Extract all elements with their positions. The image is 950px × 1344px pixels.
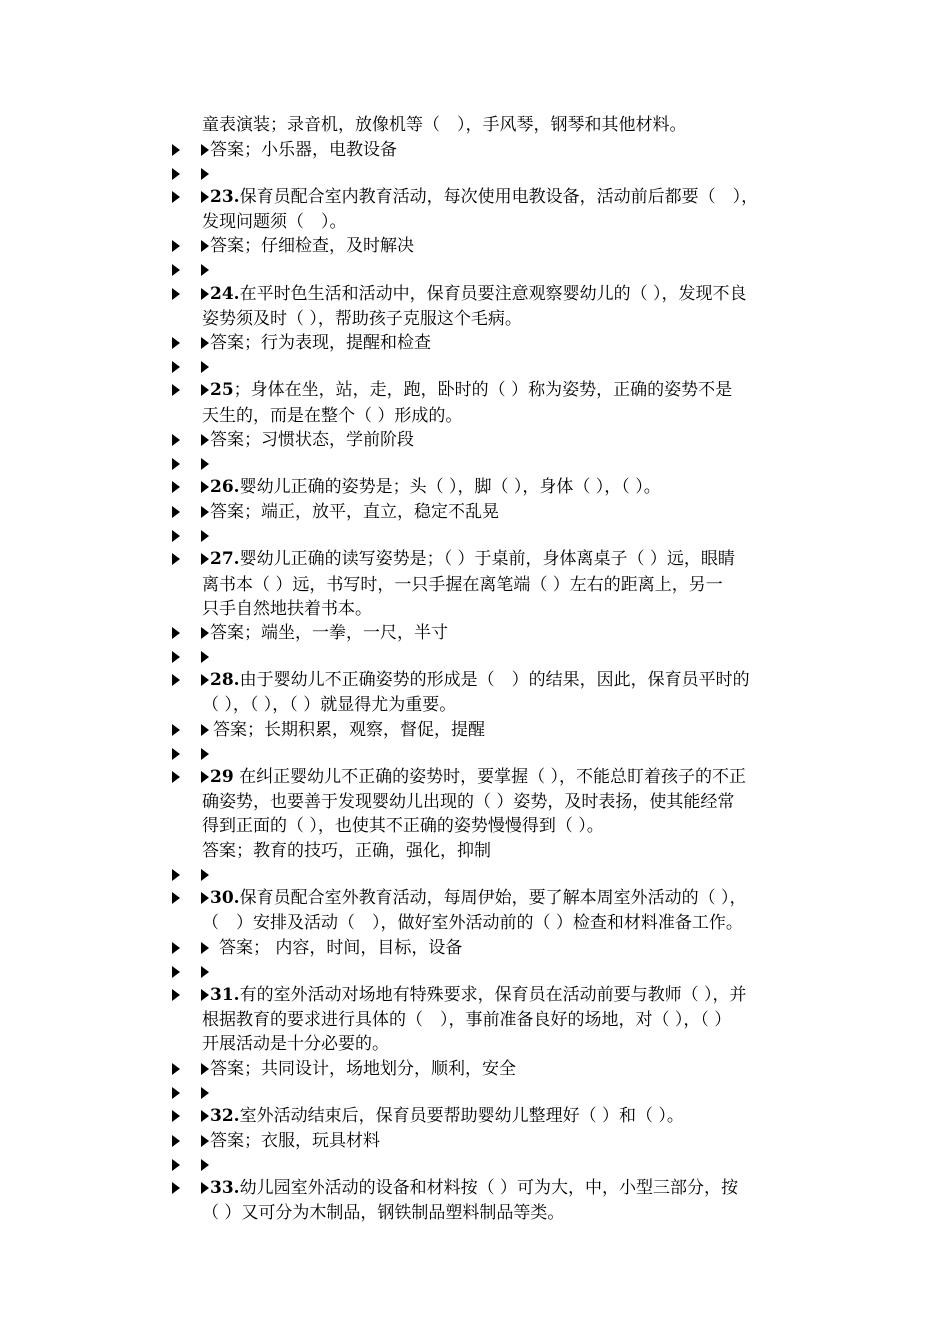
line-text bbox=[202, 113, 687, 137]
bullet-arrow-icon bbox=[172, 264, 180, 276]
bullet-arrow-icon bbox=[201, 288, 209, 300]
line-content: 婴幼儿正确的读写姿势是；（ ）于桌前，身体离桌子（ ）远，眼睛 bbox=[239, 549, 735, 569]
bullet-arrow-icon bbox=[172, 771, 180, 783]
bullet-arrow-icon bbox=[172, 434, 180, 446]
bullet-arrow-icon bbox=[201, 651, 209, 663]
bullet-arrow-icon bbox=[172, 144, 180, 156]
line-text bbox=[210, 185, 758, 209]
bullet-arrow-icon bbox=[172, 651, 180, 663]
line-text bbox=[202, 693, 456, 717]
bullet-arrow-icon bbox=[201, 337, 209, 349]
line-content: 答案；习惯状态，学前阶段 bbox=[210, 430, 414, 450]
bullet-arrow-icon bbox=[172, 1063, 180, 1075]
bullet-arrow-icon bbox=[172, 989, 180, 1001]
bullet-arrow-icon bbox=[201, 168, 209, 180]
bullet-arrow-icon bbox=[172, 458, 180, 470]
bullet-arrow-icon bbox=[201, 869, 209, 881]
line-text bbox=[210, 983, 746, 1007]
line-text bbox=[202, 307, 522, 331]
bullet-arrow-icon bbox=[172, 481, 180, 493]
bullet-arrow-icon bbox=[201, 144, 209, 156]
line-content: 离书本（ ）远，书写时，一只手握在离笔端（ ）左右的距离上，另一 bbox=[202, 575, 723, 595]
line-text bbox=[202, 573, 723, 597]
line-text bbox=[202, 839, 491, 863]
line-content: 发现问题须（ ）。 bbox=[202, 212, 347, 232]
question-number: 24. bbox=[210, 284, 240, 304]
bullet-arrow-icon bbox=[201, 966, 209, 978]
bullet-arrow-icon bbox=[201, 724, 209, 736]
line-text bbox=[202, 911, 743, 935]
bullet-arrow-icon bbox=[172, 1110, 180, 1122]
bullet-arrow-icon bbox=[172, 1087, 180, 1099]
bullet-arrow-icon bbox=[201, 1110, 209, 1122]
line-text bbox=[210, 547, 735, 571]
line-content: 答案；行为表现，提醒和检查 bbox=[210, 333, 431, 353]
bullet-arrow-icon bbox=[201, 191, 209, 203]
line-text bbox=[202, 597, 372, 621]
question-number: 28. bbox=[210, 670, 240, 690]
line-content: 由于婴幼儿不正确姿势的形成是（ ）的结果，因此，保育员平时的 bbox=[239, 670, 750, 690]
line-text bbox=[213, 718, 485, 742]
bullet-arrow-icon bbox=[201, 1063, 209, 1075]
line-content: 童表演装；录音机，放像机等（ ），手风琴，钢琴和其他材料。 bbox=[202, 115, 687, 135]
bullet-arrow-icon bbox=[172, 553, 180, 565]
bullet-arrow-icon bbox=[201, 264, 209, 276]
line-content: （ ）安排及活动（ ），做好室外活动前的（ ）检查和材料准备工作。 bbox=[202, 913, 743, 933]
line-text bbox=[219, 936, 462, 960]
line-text bbox=[210, 475, 661, 499]
line-content: 答案；仔细检查，及时解决 bbox=[210, 236, 414, 256]
line-content: 天生的，而是在整个（ ）形成的。 bbox=[202, 406, 463, 426]
bullet-arrow-icon bbox=[172, 748, 180, 760]
line-text bbox=[210, 378, 732, 402]
line-content: 答案； 内容，时间，目标，设备 bbox=[219, 938, 463, 958]
line-content: 婴幼儿正确的姿势是；头（ ），脚（ ），身体（ ），（ ）。 bbox=[239, 477, 661, 497]
bullet-arrow-icon bbox=[201, 506, 209, 518]
bullet-arrow-icon bbox=[172, 966, 180, 978]
question-number: 32. bbox=[210, 1106, 240, 1126]
bullet-arrow-icon bbox=[172, 337, 180, 349]
bullet-arrow-icon bbox=[201, 771, 209, 783]
bullet-arrow-icon bbox=[201, 1159, 209, 1171]
bullet-arrow-icon bbox=[172, 506, 180, 518]
bullet-arrow-icon bbox=[172, 674, 180, 686]
line-text bbox=[210, 234, 414, 258]
line-text bbox=[210, 621, 448, 645]
bullet-arrow-icon bbox=[172, 191, 180, 203]
line-content: 保育员配合室外教育活动，每周伊始，要了解本周室外活动的（ ）， bbox=[239, 888, 747, 908]
bullet-arrow-icon bbox=[201, 892, 209, 904]
bullet-arrow-icon bbox=[172, 724, 180, 736]
line-content: 有的室外活动对场地有特殊要求，保育员在活动前要与教师（ ），并 bbox=[239, 985, 747, 1005]
question-number: 31. bbox=[210, 985, 240, 1005]
question-number: 33. bbox=[210, 1178, 240, 1198]
bullet-arrow-icon bbox=[201, 989, 209, 1001]
line-content: 得到正面的（ ），也使其不正确的姿势慢慢得到（ ）。 bbox=[202, 816, 604, 836]
line-content: 姿势须及时（ ），帮助孩子克服这个毛病。 bbox=[202, 309, 522, 329]
bullet-arrow-icon bbox=[201, 553, 209, 565]
bullet-arrow-icon bbox=[201, 627, 209, 639]
bullet-arrow-icon bbox=[172, 168, 180, 180]
bullet-arrow-icon bbox=[201, 674, 209, 686]
line-content: 答案；衣服，玩具材料 bbox=[210, 1131, 380, 1151]
line-text bbox=[210, 331, 431, 355]
line-content: 只手自然地扶着书本。 bbox=[202, 599, 372, 619]
line-text bbox=[210, 1129, 380, 1153]
bullet-arrow-icon bbox=[172, 1182, 180, 1194]
line-text bbox=[202, 210, 347, 234]
bullet-arrow-icon bbox=[201, 942, 209, 954]
line-content: 答案；端正，放平，直立，稳定不乱晃 bbox=[210, 502, 499, 522]
line-content: （ ）又可分为木制品，钢铁制品塑料制品等类。 bbox=[202, 1203, 565, 1223]
bullet-arrow-icon bbox=[201, 1135, 209, 1147]
bullet-arrow-icon bbox=[172, 530, 180, 542]
line-text bbox=[210, 138, 397, 162]
line-text bbox=[210, 500, 499, 524]
line-text bbox=[210, 282, 746, 306]
line-content: 答案；教育的技巧，正确，强化，抑制 bbox=[202, 841, 491, 861]
line-content: （ ），（ ），（ ）就显得尤为重要。 bbox=[202, 695, 457, 715]
bullet-arrow-icon bbox=[172, 627, 180, 639]
question-number: 29 bbox=[210, 767, 234, 787]
bullet-arrow-icon bbox=[172, 942, 180, 954]
bullet-arrow-icon bbox=[172, 869, 180, 881]
bullet-arrow-icon bbox=[172, 361, 180, 373]
bullet-arrow-icon bbox=[172, 1159, 180, 1171]
bullet-arrow-icon bbox=[172, 240, 180, 252]
line-text bbox=[202, 1201, 564, 1225]
question-number: 26. bbox=[210, 477, 240, 497]
question-number: 25 bbox=[210, 380, 234, 400]
question-number: 23. bbox=[210, 187, 240, 207]
line-text bbox=[202, 790, 734, 814]
line-content: ；身体在坐，站，走，跑，卧时的（ ）称为姿势，正确的姿势不是 bbox=[233, 380, 733, 400]
bullet-arrow-icon bbox=[201, 434, 209, 446]
line-content: 在纠正婴幼儿不正确的姿势时，要掌握（ ），不能总盯着孩子的不正 bbox=[233, 767, 746, 787]
line-text bbox=[210, 1057, 516, 1081]
bullet-arrow-icon bbox=[201, 240, 209, 252]
bullet-arrow-icon bbox=[201, 384, 209, 396]
line-text bbox=[210, 765, 746, 789]
line-text bbox=[202, 814, 604, 838]
line-text bbox=[210, 1176, 738, 1200]
line-text bbox=[202, 404, 462, 428]
line-content: 答案；长期积累，观察，督促，提醒 bbox=[213, 720, 485, 740]
bullet-arrow-icon bbox=[201, 530, 209, 542]
line-content: 幼儿园室外活动的设备和材料按（ ）可为大，中，小型三部分，按 bbox=[239, 1178, 738, 1198]
line-content: 保育员配合室内教育活动，每次使用电教设备，活动前后都要（ ）， bbox=[239, 187, 759, 207]
bullet-arrow-icon bbox=[172, 288, 180, 300]
bullet-arrow-icon bbox=[201, 748, 209, 760]
line-content: 在平时色生活和活动中，保育员要注意观察婴幼儿的（ ），发现不良 bbox=[239, 284, 747, 304]
bullet-arrow-icon bbox=[201, 361, 209, 373]
bullet-arrow-icon bbox=[172, 1135, 180, 1147]
line-content: 答案；小乐器，电教设备 bbox=[210, 140, 397, 160]
line-content: 确姿势，也要善于发现婴幼儿出现的（ ）姿势，及时表扬，使其能经常 bbox=[202, 792, 735, 812]
question-number: 27. bbox=[210, 549, 240, 569]
bullet-arrow-icon bbox=[201, 1182, 209, 1194]
line-content: 答案；端坐，一拳，一尺，半寸 bbox=[210, 623, 448, 643]
bullet-arrow-icon bbox=[172, 892, 180, 904]
question-number: 30. bbox=[210, 888, 240, 908]
line-text bbox=[210, 428, 414, 452]
line-text bbox=[210, 886, 746, 910]
line-content: 室外活动结束后，保育员要帮助婴幼儿整理好（ ）和（ ）。 bbox=[239, 1106, 684, 1126]
line-content: 根据教育的要求进行具体的（ ），事前准备良好的场地，对（ ），（ ） bbox=[202, 1010, 732, 1030]
line-content: 开展活动是十分必要的。 bbox=[202, 1034, 389, 1054]
line-text bbox=[210, 668, 750, 692]
line-content: 答案；共同设计，场地划分，顺利，安全 bbox=[210, 1059, 516, 1079]
line-text bbox=[202, 1008, 731, 1032]
bullet-arrow-icon bbox=[201, 481, 209, 493]
bullet-arrow-icon bbox=[172, 384, 180, 396]
bullet-arrow-icon bbox=[201, 1087, 209, 1099]
bullet-arrow-icon bbox=[201, 458, 209, 470]
line-text bbox=[210, 1104, 684, 1128]
line-text bbox=[202, 1032, 389, 1056]
